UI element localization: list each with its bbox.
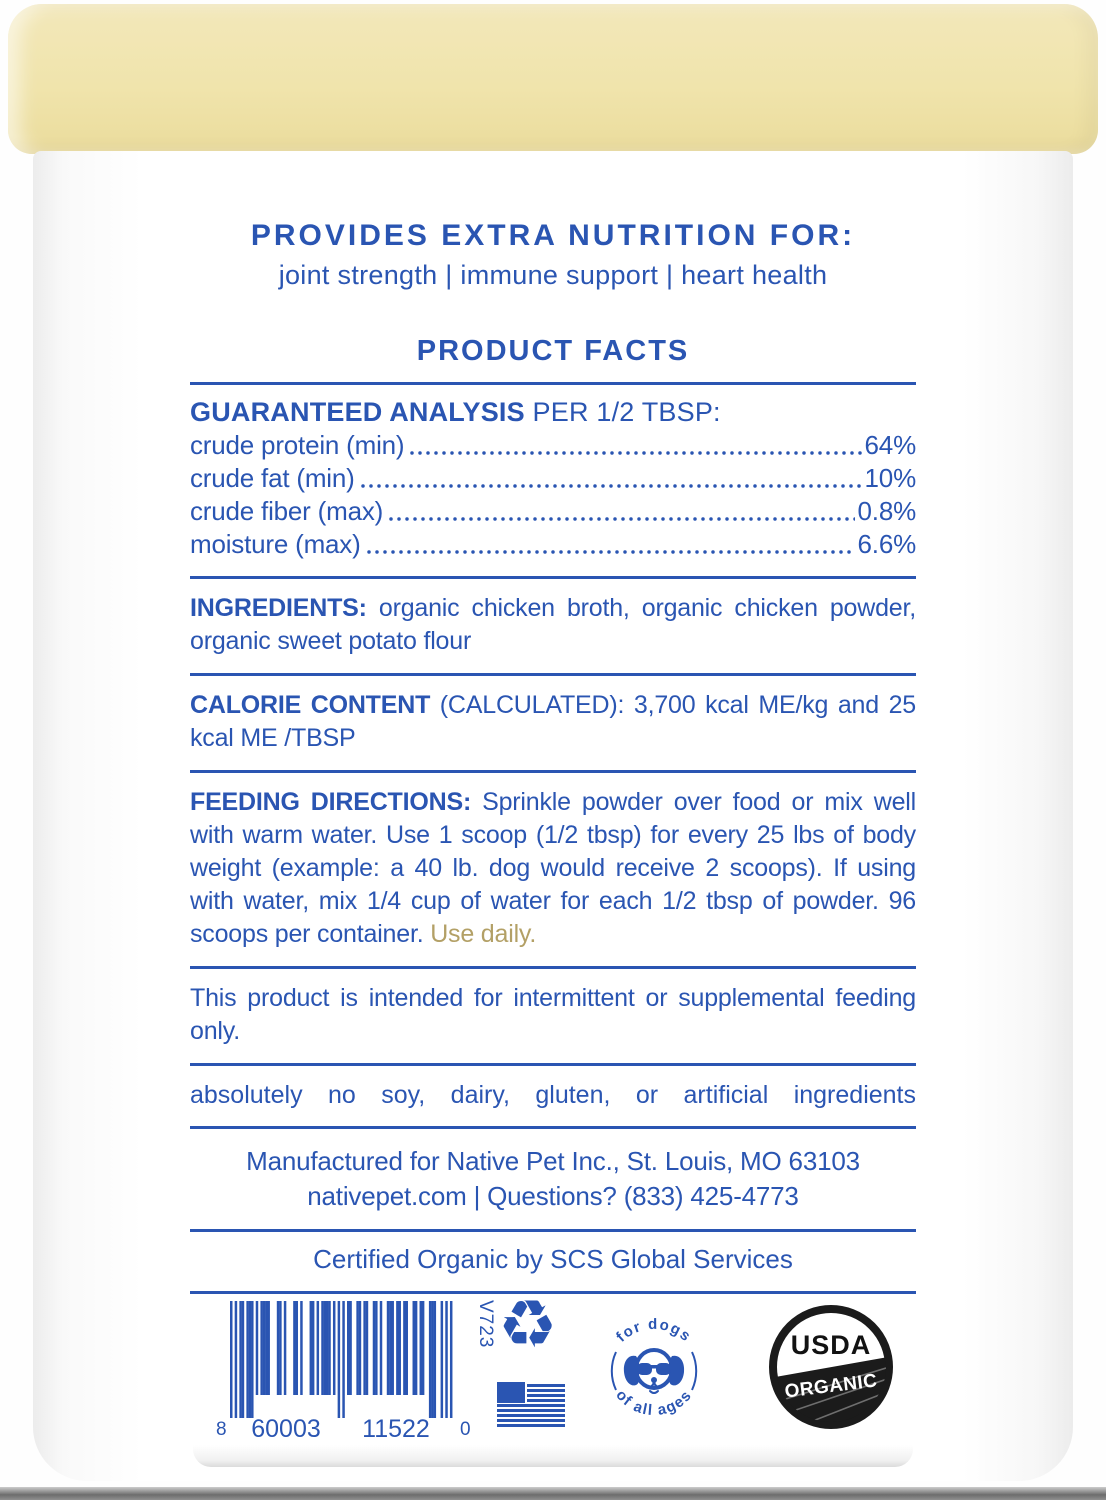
calorie-paragraph (190, 689, 916, 755)
guaranteed-analysis-heading-rest: PER 1/2 TBSP: (532, 397, 721, 427)
calorie-heading: CALORIE CONTENT (190, 691, 431, 719)
feeding-directions-paragraph (190, 786, 916, 951)
badge-right-arc (692, 1352, 696, 1390)
usda-organic-seal (768, 1304, 894, 1430)
version-code: V723 (475, 1300, 496, 1349)
analysis-name: crude fat (min) (190, 463, 355, 493)
product-facts-title: PRODUCT FACTS (416, 335, 690, 367)
guaranteed-analysis-heading-bold: GUARANTEED ANALYSIS (190, 397, 525, 427)
benefits-subtitle: joint strength | immune support | heart health (278, 260, 828, 290)
dot-leader (408, 447, 861, 457)
intermittent-feeding-note: This product is intended for intermittent or supplemental feeding only. (190, 984, 916, 1045)
divider-line (190, 770, 916, 773)
analysis-row (190, 528, 916, 561)
badge-left-arc (612, 1352, 616, 1390)
badge-top-text: for dogs (612, 1315, 695, 1346)
analysis-name: crude protein (min) (190, 430, 405, 460)
contact-line: nativepet.com | Questions? (833) 425-4773 (307, 1181, 799, 1211)
usda-text: USDA (790, 1330, 872, 1360)
svg-text:for dogs (613, 1316, 695, 1346)
analysis-row (190, 462, 916, 495)
dot-leader (365, 546, 855, 556)
container-base-shadow (193, 1445, 913, 1467)
benefits-title: PROVIDES EXTRA NUTRITION FOR: (250, 219, 856, 252)
organic-text: ORGANIC (783, 1370, 879, 1403)
upc-right-digit: 0 (460, 1419, 471, 1440)
usa-flag-icon (497, 1382, 565, 1428)
label-content (190, 151, 916, 1294)
upc-group1: 60003 (251, 1415, 321, 1440)
badge-bottom-text: of all ages (612, 1386, 696, 1420)
analysis-value: 64% (864, 430, 916, 460)
divider-line (190, 673, 916, 676)
analysis-value: 6.6% (857, 529, 916, 559)
guaranteed-analysis-heading (190, 395, 916, 429)
ingredients-paragraph (190, 592, 916, 658)
dog-face-icon (624, 1350, 684, 1393)
analysis-value: 10% (864, 463, 916, 493)
analysis-row (190, 495, 916, 528)
divider-line (190, 1063, 916, 1066)
dot-leader (387, 513, 854, 523)
ingredients-heading: INGREDIENTS: (190, 594, 367, 622)
use-daily-highlight: Use daily. (430, 920, 537, 948)
analysis-row (190, 429, 916, 462)
certification-line: Certified Organic by SCS Global Services (313, 1244, 793, 1274)
no-artificial-ingredients-note: absolutely no soy, dairy, gluten, or artificial ingredients (190, 1081, 916, 1109)
analysis-value: 0.8% (857, 496, 916, 526)
manufacturer-line: Manufactured for Native Pet Inc., St. Louis, MO 63103 (246, 1146, 860, 1176)
upc-barcode (212, 1298, 474, 1440)
container-lid (8, 4, 1098, 154)
divider-line (190, 1229, 916, 1232)
for-dogs-of-all-ages-badge (595, 1312, 713, 1430)
analysis-name: crude fiber (max) (190, 496, 384, 526)
recycle-icon: ♻ (498, 1286, 558, 1363)
divider-line (190, 382, 916, 385)
feeding-directions-text: Sprinkle powder over food or mix well with warm water. Use 1 scoop (1/2 tbsp) for every 25 lbs of body weight (example: a 40 lb. dog would receive 2 scoops). If using with water, mix 1/4 cup of water for each 1/2 tbsp of powder. 96 scoops per container. (190, 788, 916, 948)
divider-line (190, 966, 916, 969)
dot-leader (359, 480, 862, 490)
feeding-directions-heading: FEEDING DIRECTIONS: (190, 788, 472, 816)
calorie-text: (CALCULATED): 3,700 kcal ME/kg and 25 kcal ME /TBSP (190, 691, 916, 752)
divider-line (190, 1126, 916, 1129)
table-shadow (0, 1487, 1106, 1500)
manufacturer-block (190, 1144, 916, 1214)
divider-line (190, 576, 916, 579)
upc-left-digit: 8 (216, 1419, 227, 1440)
upc-group2: 11522 (362, 1415, 430, 1440)
ingredients-text: organic chicken broth, organic chicken powder, organic sweet potato flour (190, 594, 916, 655)
svg-text:of all ages (612, 1387, 695, 1419)
analysis-name: moisture (max) (190, 529, 361, 559)
